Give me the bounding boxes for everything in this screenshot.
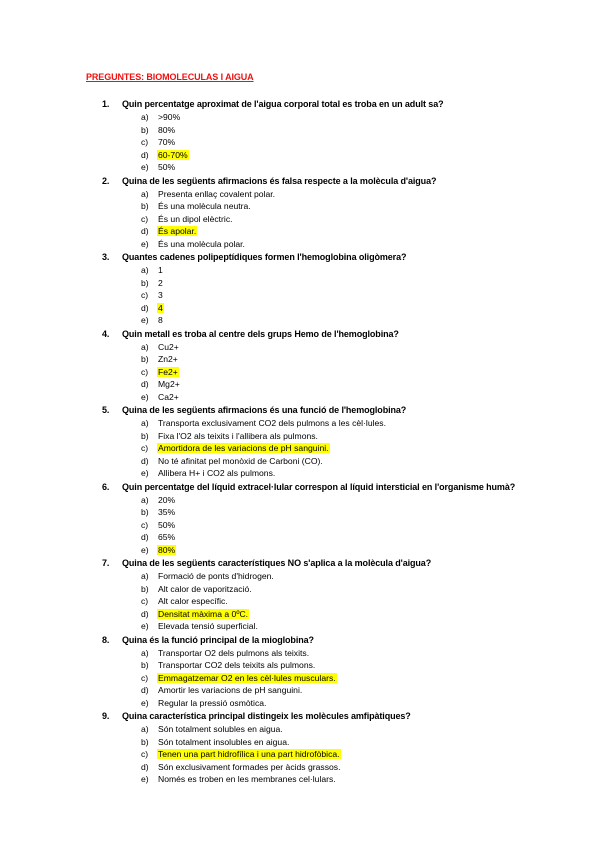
answer-option bbox=[141, 467, 276, 479]
option-letter: d) bbox=[141, 455, 149, 466]
option-text: Formació de ponts d'hidrogen. bbox=[158, 571, 274, 582]
answer-option bbox=[141, 583, 253, 595]
answer-option bbox=[141, 213, 234, 225]
answer-option bbox=[141, 736, 290, 748]
option-letter: d) bbox=[141, 226, 149, 237]
option-letter: e) bbox=[141, 238, 149, 249]
answer-option bbox=[141, 353, 179, 365]
option-text: Alt calor de vaporització. bbox=[158, 583, 252, 594]
option-letter: b) bbox=[141, 736, 149, 747]
option-letter: a) bbox=[141, 418, 149, 429]
option-text: 2 bbox=[158, 277, 163, 288]
option-letter: e) bbox=[141, 544, 149, 555]
option-letter: e) bbox=[141, 468, 149, 479]
option-letter: d) bbox=[141, 532, 149, 543]
answer-option bbox=[141, 136, 176, 148]
option-letter: a) bbox=[141, 724, 149, 735]
answer-option bbox=[141, 494, 176, 506]
question-number: 8. bbox=[102, 634, 110, 645]
option-text: 80% bbox=[158, 124, 176, 135]
answer-option bbox=[141, 647, 310, 659]
option-text: Densitat màxima a 0ºC. bbox=[158, 608, 249, 619]
option-text: Transportar CO2 dels teixits als pulmons. bbox=[158, 660, 316, 671]
answer-option bbox=[141, 659, 316, 671]
option-text: >90% bbox=[158, 112, 181, 123]
answer-option bbox=[141, 773, 337, 785]
question-5 bbox=[102, 404, 406, 416]
option-text: Són totalment insolubles en aigua. bbox=[158, 736, 290, 747]
answer-option-highlighted bbox=[141, 149, 189, 161]
question-7 bbox=[102, 557, 431, 569]
option-letter: a) bbox=[141, 647, 149, 658]
answer-option bbox=[141, 188, 276, 200]
option-text: Cu2+ bbox=[158, 341, 179, 352]
option-letter: a) bbox=[141, 494, 149, 505]
answer-option bbox=[141, 111, 181, 123]
answer-option bbox=[141, 506, 176, 518]
question-3 bbox=[102, 251, 406, 263]
question-number: 5. bbox=[102, 405, 110, 415]
option-text: Alt calor específic. bbox=[158, 596, 228, 607]
option-letter: a) bbox=[141, 188, 149, 199]
answer-option-highlighted bbox=[141, 608, 249, 620]
option-letter: d) bbox=[141, 302, 149, 313]
option-letter: c) bbox=[141, 443, 149, 454]
option-letter: c) bbox=[141, 672, 149, 683]
option-text: 20% bbox=[158, 494, 176, 505]
answer-option-highlighted bbox=[141, 544, 176, 556]
option-text: Zn2+ bbox=[158, 354, 178, 365]
option-text: 3 bbox=[158, 290, 163, 301]
option-text: Regular la pressió osmòtica. bbox=[158, 697, 267, 708]
question-number: 7. bbox=[102, 558, 110, 568]
option-letter: e) bbox=[141, 391, 149, 402]
answer-option bbox=[141, 238, 246, 250]
option-text: Fixa l'O2 als teixits i l'allibera als pulmons. bbox=[158, 430, 318, 441]
option-text: Allibera H+ i CO2 als pulmons. bbox=[158, 468, 276, 479]
option-text: Són totalment solubles en aigua. bbox=[158, 724, 283, 735]
option-letter: b) bbox=[141, 430, 149, 441]
question-1 bbox=[102, 98, 444, 110]
option-letter: a) bbox=[141, 571, 149, 582]
question-number: 9. bbox=[102, 711, 110, 721]
option-letter: e) bbox=[141, 621, 149, 632]
answer-option bbox=[141, 519, 176, 531]
option-text: Transporta exclusivament CO2 dels pulmons a les cèl·lules. bbox=[158, 418, 386, 429]
question-text: Quina de les següents afirmacions és falsa respecte a la molècula d'aigua? bbox=[122, 175, 437, 186]
question-text: Quin percentatge del líquid extracel·lular correspon al líquid intersticial en l'organisme humà? bbox=[122, 481, 516, 492]
option-text: És una molècula polar. bbox=[158, 238, 245, 249]
option-text: És un dipol elèctric. bbox=[158, 213, 233, 224]
question-4 bbox=[102, 328, 399, 340]
option-letter: d) bbox=[141, 149, 149, 160]
option-letter: e) bbox=[141, 162, 149, 173]
question-text: Quantes cadenes polipeptídiques formen l'hemoglobina oligòmera? bbox=[122, 252, 407, 262]
option-text: Mg2+ bbox=[158, 379, 180, 390]
answer-option bbox=[141, 531, 176, 543]
option-letter: b) bbox=[141, 507, 149, 518]
option-text: 80% bbox=[158, 544, 176, 555]
answer-option bbox=[141, 378, 181, 390]
answer-option bbox=[141, 264, 164, 276]
answer-option bbox=[141, 161, 176, 173]
option-text: És una molècula neutra. bbox=[158, 201, 251, 212]
option-letter: c) bbox=[141, 290, 149, 301]
option-text: Tenen una part hidrofílica i una part hidrofòbica. bbox=[158, 749, 340, 760]
option-letter: c) bbox=[141, 137, 149, 148]
option-text: Amortir les variacions de pH sanguini. bbox=[158, 685, 303, 696]
answer-option bbox=[141, 595, 229, 607]
answer-option bbox=[141, 455, 324, 467]
answer-option bbox=[141, 314, 164, 326]
question-text: Quin percentatge aproximat de l'aigua corporal total es troba en un adult sa? bbox=[122, 99, 444, 109]
option-letter: c) bbox=[141, 366, 149, 377]
option-text: No té afinitat pel monòxid de Carboni (CO). bbox=[158, 455, 323, 466]
answer-option bbox=[141, 289, 164, 301]
option-text: Amortidora de les variacions de pH sanguini. bbox=[158, 443, 329, 454]
option-letter: b) bbox=[141, 277, 149, 288]
option-text: Emmagatzemar O2 en les cèl·lules musculars. bbox=[158, 672, 336, 683]
answer-option bbox=[141, 341, 180, 353]
option-letter: b) bbox=[141, 124, 149, 135]
option-text: Són exclusivament formades per àcids grassos. bbox=[158, 761, 341, 772]
question-number: 1. bbox=[102, 99, 110, 109]
option-text: 50% bbox=[158, 162, 176, 173]
question-6 bbox=[102, 481, 515, 493]
option-text: Ca2+ bbox=[158, 391, 179, 402]
option-letter: e) bbox=[141, 697, 149, 708]
option-text: 70% bbox=[158, 137, 176, 148]
option-text: 60-70% bbox=[158, 149, 188, 160]
answer-option bbox=[141, 761, 341, 773]
option-text: És apolar. bbox=[158, 226, 197, 237]
option-text: Fe2+ bbox=[158, 366, 178, 377]
option-text: Presenta enllaç covalent polar. bbox=[158, 188, 276, 199]
option-text: 1 bbox=[158, 265, 163, 276]
question-text: Quina de les següents característiques NO s'aplica a la molècula d'aigua? bbox=[122, 558, 432, 568]
option-letter: a) bbox=[141, 341, 149, 352]
answer-option bbox=[141, 684, 303, 696]
option-letter: e) bbox=[141, 774, 149, 785]
option-letter: c) bbox=[141, 749, 149, 760]
option-letter: e) bbox=[141, 315, 149, 326]
answer-option bbox=[141, 570, 275, 582]
option-letter: c) bbox=[141, 519, 149, 530]
question-text: Quin metall es troba al centre dels grups Hemo de l'hemoglobina? bbox=[122, 328, 399, 339]
option-letter: b) bbox=[141, 583, 149, 594]
option-letter: d) bbox=[141, 608, 149, 619]
question-number: 2. bbox=[102, 175, 110, 186]
option-letter: a) bbox=[141, 112, 149, 123]
option-letter: c) bbox=[141, 596, 149, 607]
question-9 bbox=[102, 710, 411, 722]
answer-option bbox=[141, 277, 164, 289]
option-letter: b) bbox=[141, 201, 149, 212]
document-title: PREGUNTES: BIOMOLECULAS I AIGUA bbox=[86, 72, 254, 82]
answer-option bbox=[141, 697, 267, 709]
question-number: 6. bbox=[102, 481, 110, 492]
option-text: Només es troben en les membranes cel·lulars. bbox=[158, 774, 336, 785]
question-text: Quina és la funció principal de la mioglobina? bbox=[122, 634, 314, 645]
option-text: 4 bbox=[158, 302, 163, 313]
option-letter: b) bbox=[141, 354, 149, 365]
question-number: 3. bbox=[102, 252, 110, 262]
option-text: 35% bbox=[158, 507, 176, 518]
option-letter: d) bbox=[141, 685, 149, 696]
question-text: Quina característica principal distingeix les molècules amfipàtiques? bbox=[122, 711, 411, 721]
answer-option bbox=[141, 430, 319, 442]
option-letter: b) bbox=[141, 660, 149, 671]
option-letter: d) bbox=[141, 761, 149, 772]
question-2 bbox=[102, 175, 436, 187]
answer-option-highlighted bbox=[141, 748, 341, 760]
option-letter: d) bbox=[141, 379, 149, 390]
answer-option-highlighted bbox=[141, 366, 179, 378]
answer-option bbox=[141, 200, 252, 212]
option-letter: a) bbox=[141, 265, 149, 276]
question-text: Quina de les següents afirmacions és una funció de l'hemoglobina? bbox=[122, 405, 407, 415]
question-8 bbox=[102, 634, 314, 646]
answer-option bbox=[141, 391, 180, 403]
answer-option bbox=[141, 620, 259, 632]
answer-option bbox=[141, 124, 176, 136]
option-text: Transportar O2 dels pulmons als teixits. bbox=[158, 647, 310, 658]
option-text: 8 bbox=[158, 315, 163, 326]
answer-option-highlighted bbox=[141, 672, 337, 684]
answer-option bbox=[141, 417, 387, 429]
question-number: 4. bbox=[102, 328, 110, 339]
answer-option-highlighted bbox=[141, 225, 197, 237]
option-letter: c) bbox=[141, 213, 149, 224]
answer-option-highlighted bbox=[141, 302, 164, 314]
option-text: Elevada tensió superficial. bbox=[158, 621, 258, 632]
answer-option bbox=[141, 723, 284, 735]
option-text: 65% bbox=[158, 532, 176, 543]
option-text: 50% bbox=[158, 519, 176, 530]
answer-option-highlighted bbox=[141, 442, 330, 454]
